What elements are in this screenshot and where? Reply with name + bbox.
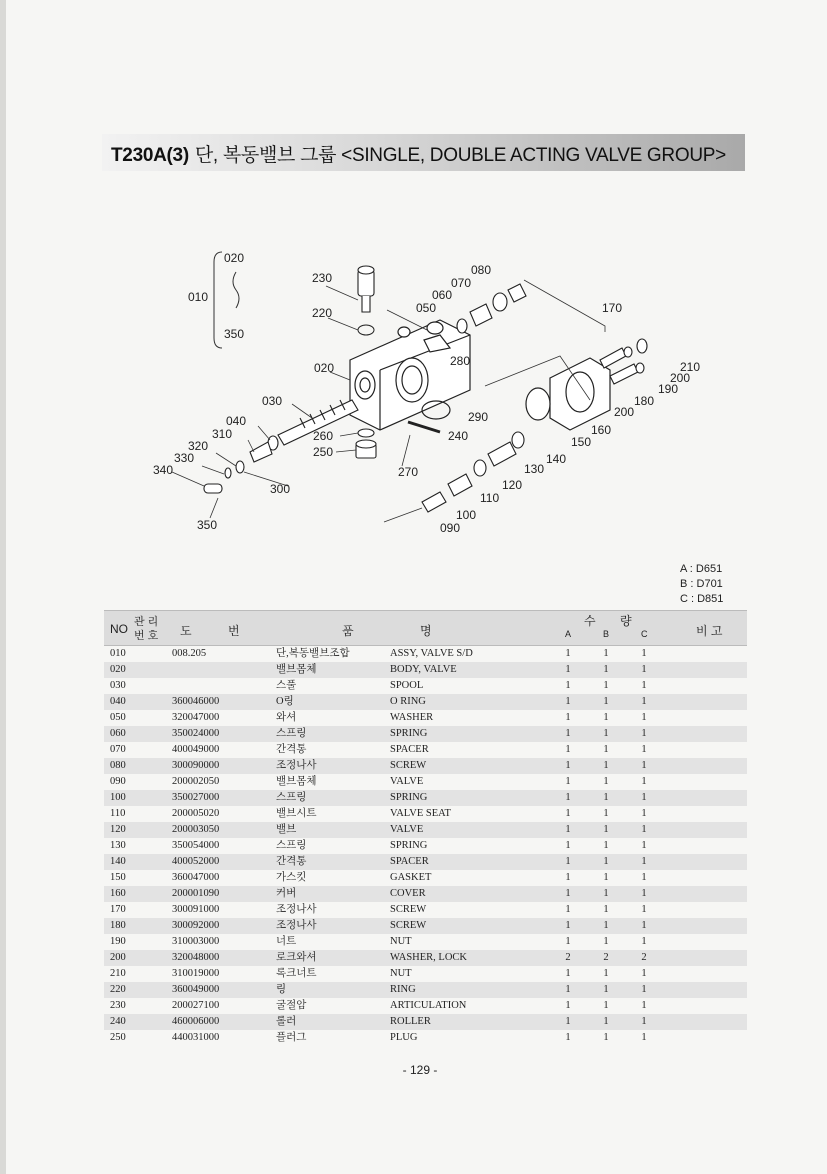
title-bar bbox=[102, 134, 745, 171]
cell-part: 008.205 bbox=[172, 648, 207, 659]
exploded-parts-diagram bbox=[140, 240, 720, 550]
cell-c: 2 bbox=[641, 952, 647, 963]
check-valve-parts bbox=[422, 432, 524, 512]
cell-b: 1 bbox=[603, 1016, 609, 1027]
callout-label: 240 bbox=[448, 429, 469, 443]
cell-b: 1 bbox=[603, 664, 609, 675]
table-row bbox=[104, 902, 747, 918]
cell-kr: 커버 bbox=[276, 888, 297, 899]
cell-en: SPRING bbox=[390, 840, 428, 851]
ring-220 bbox=[358, 325, 374, 335]
cell-kr: 스풀 bbox=[276, 680, 297, 691]
cell-en: O RING bbox=[390, 696, 426, 707]
cell-b: 1 bbox=[603, 856, 609, 867]
cell-part: 320047000 bbox=[172, 712, 220, 723]
callout-label: 080 bbox=[471, 263, 492, 277]
cell-c: 1 bbox=[641, 968, 647, 979]
cell-b: 1 bbox=[603, 712, 609, 723]
cell-c: 1 bbox=[641, 808, 647, 819]
cell-c: 1 bbox=[641, 840, 647, 851]
cell-b: 1 bbox=[603, 824, 609, 835]
cell-no: 180 bbox=[110, 920, 126, 931]
cell-c: 1 bbox=[641, 696, 647, 707]
cell-en: SPRING bbox=[390, 792, 428, 803]
cell-a: 1 bbox=[565, 680, 571, 691]
callout-label: 340 bbox=[153, 463, 174, 477]
cell-kr: 링 bbox=[276, 984, 287, 995]
callout-label: 290 bbox=[468, 410, 489, 424]
cell-no: 110 bbox=[110, 808, 126, 819]
table-row bbox=[104, 774, 747, 790]
cell-part: 310019000 bbox=[172, 968, 220, 979]
model-a: A : D651 bbox=[680, 563, 723, 575]
cell-c: 1 bbox=[641, 664, 647, 675]
callout-label: 130 bbox=[524, 462, 545, 476]
cell-a: 1 bbox=[565, 1032, 571, 1043]
cell-b: 1 bbox=[603, 984, 609, 995]
cell-c: 1 bbox=[641, 744, 647, 755]
cell-c: 1 bbox=[641, 1032, 647, 1043]
cell-b: 1 bbox=[603, 744, 609, 755]
callout-label: 220 bbox=[312, 306, 333, 320]
cell-no: 130 bbox=[110, 840, 126, 851]
cell-kr: 스프링 bbox=[276, 728, 307, 739]
table-row bbox=[104, 726, 747, 742]
table-row bbox=[104, 1030, 747, 1046]
cell-part: 360047000 bbox=[172, 872, 220, 883]
table-row bbox=[104, 710, 747, 726]
cell-no: 230 bbox=[110, 1000, 126, 1011]
cell-kr: 밸브몸체 bbox=[276, 664, 317, 675]
cell-c: 1 bbox=[641, 712, 647, 723]
cell-en: NUT bbox=[390, 968, 412, 979]
cell-en: VALVE bbox=[390, 824, 424, 835]
cell-c: 1 bbox=[641, 728, 647, 739]
cell-a: 1 bbox=[565, 744, 571, 755]
cell-part: 200002050 bbox=[172, 776, 220, 787]
cell-no: 020 bbox=[110, 664, 126, 675]
callout-label: 020 bbox=[314, 361, 335, 375]
cell-en: COVER bbox=[390, 888, 426, 899]
cell-en: WASHER bbox=[390, 712, 434, 723]
cell-kr: 굴절암 bbox=[276, 1000, 307, 1011]
table-row bbox=[104, 790, 747, 806]
cell-c: 1 bbox=[641, 680, 647, 691]
callout-label: 140 bbox=[546, 452, 567, 466]
cell-a: 1 bbox=[565, 776, 571, 787]
cell-no: 210 bbox=[110, 968, 126, 979]
table-row bbox=[104, 806, 747, 822]
cell-a: 1 bbox=[565, 920, 571, 931]
table-row bbox=[104, 678, 747, 694]
cell-no: 030 bbox=[110, 680, 126, 691]
cell-b: 1 bbox=[603, 936, 609, 947]
cell-part: 200003050 bbox=[172, 824, 220, 835]
cell-en: SCREW bbox=[390, 920, 427, 931]
cell-kr: 스프링 bbox=[276, 792, 307, 803]
cell-c: 1 bbox=[641, 776, 647, 787]
callout-label: 160 bbox=[591, 423, 612, 437]
callout-label: 200 bbox=[670, 371, 691, 385]
cell-a: 1 bbox=[565, 872, 571, 883]
cell-a: 1 bbox=[565, 968, 571, 979]
cell-kr: 밸브몸체 bbox=[276, 776, 317, 787]
cell-part: 320048000 bbox=[172, 952, 220, 963]
table-row bbox=[104, 870, 747, 886]
cell-kr: 가스킷 bbox=[276, 872, 307, 883]
cell-a: 1 bbox=[565, 984, 571, 995]
cell-part: 400052000 bbox=[172, 856, 220, 867]
cell-no: 250 bbox=[110, 1032, 126, 1043]
callout-label: 210 bbox=[680, 360, 701, 374]
callout-label: 300 bbox=[270, 482, 291, 496]
cell-en: SCREW bbox=[390, 760, 427, 771]
cell-en: SCREW bbox=[390, 904, 427, 915]
header-qty-2: 량 bbox=[620, 614, 632, 628]
cell-b: 1 bbox=[603, 904, 609, 915]
cell-c: 1 bbox=[641, 824, 647, 835]
cell-kr: O링 bbox=[276, 696, 294, 707]
cell-en: NUT bbox=[390, 936, 412, 947]
cell-en: VALVE SEAT bbox=[390, 808, 451, 819]
cell-c: 1 bbox=[641, 856, 647, 867]
cover bbox=[526, 358, 610, 430]
cell-no: 060 bbox=[110, 728, 126, 739]
callout-label: 020 bbox=[224, 251, 245, 265]
cell-en: WASHER, LOCK bbox=[390, 952, 468, 963]
table-body bbox=[104, 646, 747, 1046]
cell-b: 1 bbox=[603, 920, 609, 931]
table-row bbox=[104, 758, 747, 774]
cell-part: 300091000 bbox=[172, 904, 220, 915]
model-legend bbox=[680, 562, 740, 607]
model-b: B : D701 bbox=[680, 578, 723, 590]
cell-no: 050 bbox=[110, 712, 126, 723]
cell-b: 1 bbox=[603, 808, 609, 819]
cell-part: 300092000 bbox=[172, 920, 220, 931]
cell-b: 1 bbox=[603, 872, 609, 883]
header-model-c: C bbox=[641, 629, 648, 639]
cell-kr: 간격통 bbox=[276, 744, 307, 755]
table-row bbox=[104, 982, 747, 998]
cell-en: SPACER bbox=[390, 856, 429, 867]
plug bbox=[356, 429, 376, 458]
cell-en: BODY, VALVE bbox=[390, 664, 457, 675]
header-mgmt-bottom: 번 호 bbox=[134, 630, 159, 642]
table-row bbox=[104, 662, 747, 678]
cell-en: ROLLER bbox=[390, 1016, 431, 1027]
table-row bbox=[104, 918, 747, 934]
cell-c: 1 bbox=[641, 792, 647, 803]
callout-label: 230 bbox=[312, 271, 333, 285]
cell-part: 400049000 bbox=[172, 744, 220, 755]
cell-a: 1 bbox=[565, 888, 571, 899]
callout-label: 110 bbox=[480, 491, 500, 505]
group-bracket bbox=[214, 252, 222, 348]
cell-a: 1 bbox=[565, 760, 571, 771]
callout-label: 040 bbox=[226, 414, 247, 428]
cell-part: 200027100 bbox=[172, 1000, 220, 1011]
cell-b: 2 bbox=[603, 952, 609, 963]
cell-c: 1 bbox=[641, 760, 647, 771]
cell-b: 1 bbox=[603, 1000, 609, 1011]
cell-c: 1 bbox=[641, 984, 647, 995]
callout-label: 320 bbox=[188, 439, 209, 453]
cell-a: 1 bbox=[565, 1016, 571, 1027]
cell-no: 200 bbox=[110, 952, 126, 963]
cell-en: SPACER bbox=[390, 744, 429, 755]
roller bbox=[408, 422, 440, 432]
table-row bbox=[104, 950, 747, 966]
spool-end-parts bbox=[204, 436, 278, 493]
valve-body bbox=[350, 320, 470, 430]
cell-b: 1 bbox=[603, 1032, 609, 1043]
cell-b: 1 bbox=[603, 680, 609, 691]
cell-kr: 밸브시트 bbox=[276, 808, 317, 819]
cell-part: 460006000 bbox=[172, 1016, 220, 1027]
cell-no: 040 bbox=[110, 696, 126, 707]
header-no: NO bbox=[110, 622, 128, 636]
page-title bbox=[111, 140, 726, 167]
callout-label: 350 bbox=[224, 327, 245, 341]
articulation bbox=[358, 266, 374, 312]
callout-label: 180 bbox=[634, 394, 655, 408]
cell-part: 300090000 bbox=[172, 760, 220, 771]
header-model-b: B bbox=[603, 629, 610, 639]
callout-label: 200 bbox=[614, 405, 635, 419]
cell-a: 1 bbox=[565, 840, 571, 851]
cell-kr: 간격통 bbox=[276, 856, 307, 867]
cell-kr: 조정나사 bbox=[276, 904, 317, 915]
cell-no: 100 bbox=[110, 792, 126, 803]
cell-en: GASKET bbox=[390, 872, 432, 883]
cell-part: 350054000 bbox=[172, 840, 220, 851]
cell-a: 1 bbox=[565, 664, 571, 675]
cell-kr: 스프링 bbox=[276, 840, 307, 851]
table-header bbox=[104, 610, 747, 646]
table-row bbox=[104, 1014, 747, 1030]
cell-en: VALVE bbox=[390, 776, 424, 787]
page-number: - 129 - bbox=[402, 1063, 438, 1077]
table-row bbox=[104, 934, 747, 950]
cell-b: 1 bbox=[603, 840, 609, 851]
cell-en: ASSY, VALVE S/D bbox=[390, 648, 473, 659]
cell-c: 1 bbox=[641, 872, 647, 883]
cell-no: 150 bbox=[110, 872, 126, 883]
header-qty-1: 수 bbox=[584, 614, 596, 628]
parts-table bbox=[104, 610, 747, 1046]
cell-no: 090 bbox=[110, 776, 126, 787]
callout-label: 190 bbox=[658, 382, 679, 396]
table-row bbox=[104, 742, 747, 758]
callout-label: 270 bbox=[398, 465, 419, 479]
cell-c: 1 bbox=[641, 1016, 647, 1027]
cell-no: 070 bbox=[110, 744, 126, 755]
cell-no: 140 bbox=[110, 856, 126, 867]
cell-b: 1 bbox=[603, 760, 609, 771]
cell-kr: 로크와셔 bbox=[276, 952, 317, 963]
cell-c: 1 bbox=[641, 648, 647, 659]
cell-kr: 너트 bbox=[276, 936, 297, 947]
cell-b: 1 bbox=[603, 888, 609, 899]
cell-no: 170 bbox=[110, 904, 126, 915]
cell-a: 1 bbox=[565, 648, 571, 659]
cell-no: 220 bbox=[110, 984, 126, 995]
cell-b: 1 bbox=[603, 696, 609, 707]
header-mgmt-top: 관 리 bbox=[134, 616, 159, 628]
cell-c: 1 bbox=[641, 1000, 647, 1011]
cell-en: RING bbox=[390, 984, 416, 995]
cell-a: 2 bbox=[565, 952, 571, 963]
cell-a: 1 bbox=[565, 792, 571, 803]
header-model-a: A bbox=[565, 629, 572, 639]
cell-b: 1 bbox=[603, 968, 609, 979]
callout-label: 090 bbox=[440, 521, 461, 535]
group-squiggle bbox=[233, 272, 239, 308]
header-name-2: 명 bbox=[420, 624, 432, 638]
cell-en: SPRING bbox=[390, 728, 428, 739]
title-description: 단, 복동밸브 그룹 <SINGLE, DOUBLE ACTING VALVE GROUP> bbox=[194, 145, 726, 166]
callout-label: 070 bbox=[451, 276, 472, 290]
cell-a: 1 bbox=[565, 1000, 571, 1011]
header-remarks: 비 고 bbox=[696, 624, 723, 638]
cell-en: PLUG bbox=[390, 1032, 418, 1043]
callout-label: 250 bbox=[313, 445, 334, 459]
table-row bbox=[104, 646, 747, 662]
cell-c: 1 bbox=[641, 904, 647, 915]
table-row bbox=[104, 822, 747, 838]
page-edge bbox=[0, 0, 6, 1174]
relief-valve-parts bbox=[457, 284, 526, 333]
cell-part: 350024000 bbox=[172, 728, 220, 739]
cell-kr: 단,복동밸브조합 bbox=[276, 648, 350, 659]
cell-part: 310003000 bbox=[172, 936, 220, 947]
cell-a: 1 bbox=[565, 856, 571, 867]
callout-label: 150 bbox=[571, 435, 592, 449]
cell-no: 190 bbox=[110, 936, 126, 947]
header-drawing-1: 도 bbox=[180, 624, 192, 638]
cell-no: 120 bbox=[110, 824, 126, 835]
cell-b: 1 bbox=[603, 776, 609, 787]
cell-kr: 조정나사 bbox=[276, 920, 317, 931]
callout-label: 330 bbox=[174, 451, 195, 465]
callout-label: 350 bbox=[197, 518, 218, 532]
table-row bbox=[104, 966, 747, 982]
cell-kr: 와셔 bbox=[276, 712, 297, 723]
cell-c: 1 bbox=[641, 920, 647, 931]
cell-a: 1 bbox=[565, 808, 571, 819]
table-row bbox=[104, 838, 747, 854]
table-row bbox=[104, 886, 747, 902]
cell-en: ARTICULATION bbox=[390, 1000, 467, 1011]
cell-kr: 조정나사 bbox=[276, 760, 317, 771]
callout-label: 100 bbox=[456, 508, 477, 522]
cell-kr: 플러그 bbox=[276, 1032, 307, 1043]
title-code: T230A(3) bbox=[111, 145, 189, 166]
callout-label: 120 bbox=[502, 478, 523, 492]
callout-label: 170 bbox=[602, 301, 623, 315]
cell-a: 1 bbox=[565, 904, 571, 915]
cell-part: 350027000 bbox=[172, 792, 220, 803]
cell-a: 1 bbox=[565, 824, 571, 835]
cell-a: 1 bbox=[565, 728, 571, 739]
cell-part: 200001090 bbox=[172, 888, 220, 899]
cell-part: 360046000 bbox=[172, 696, 220, 707]
cell-no: 160 bbox=[110, 888, 126, 899]
cell-a: 1 bbox=[565, 696, 571, 707]
callout-label: 280 bbox=[450, 354, 471, 368]
header-drawing-2: 번 bbox=[228, 624, 240, 638]
callout-label: 060 bbox=[432, 288, 453, 302]
cell-no: 080 bbox=[110, 760, 126, 771]
table-row bbox=[104, 854, 747, 870]
header-name-1: 품 bbox=[342, 624, 354, 638]
table-row bbox=[104, 998, 747, 1014]
callout-label: 050 bbox=[416, 301, 437, 315]
cell-kr: 롤러 bbox=[276, 1016, 297, 1027]
callout-label: 010 bbox=[188, 290, 209, 304]
cell-b: 1 bbox=[603, 792, 609, 803]
cell-no: 240 bbox=[110, 1016, 126, 1027]
cell-part: 200005020 bbox=[172, 808, 220, 819]
cell-part: 360049000 bbox=[172, 984, 220, 995]
callout-label: 310 bbox=[212, 427, 233, 441]
cell-no: 010 bbox=[110, 648, 126, 659]
callout-label: 030 bbox=[262, 394, 283, 408]
cell-b: 1 bbox=[603, 728, 609, 739]
model-c: C : D851 bbox=[680, 593, 724, 605]
cell-c: 1 bbox=[641, 888, 647, 899]
cell-c: 1 bbox=[641, 936, 647, 947]
cell-a: 1 bbox=[565, 712, 571, 723]
callout-label: 260 bbox=[313, 429, 334, 443]
cell-a: 1 bbox=[565, 936, 571, 947]
cell-kr: 밸브 bbox=[276, 824, 297, 835]
cell-en: SPOOL bbox=[390, 680, 424, 691]
cell-b: 1 bbox=[603, 648, 609, 659]
cell-part: 440031000 bbox=[172, 1032, 220, 1043]
table-row bbox=[104, 694, 747, 710]
cell-kr: 록크너트 bbox=[276, 968, 317, 979]
